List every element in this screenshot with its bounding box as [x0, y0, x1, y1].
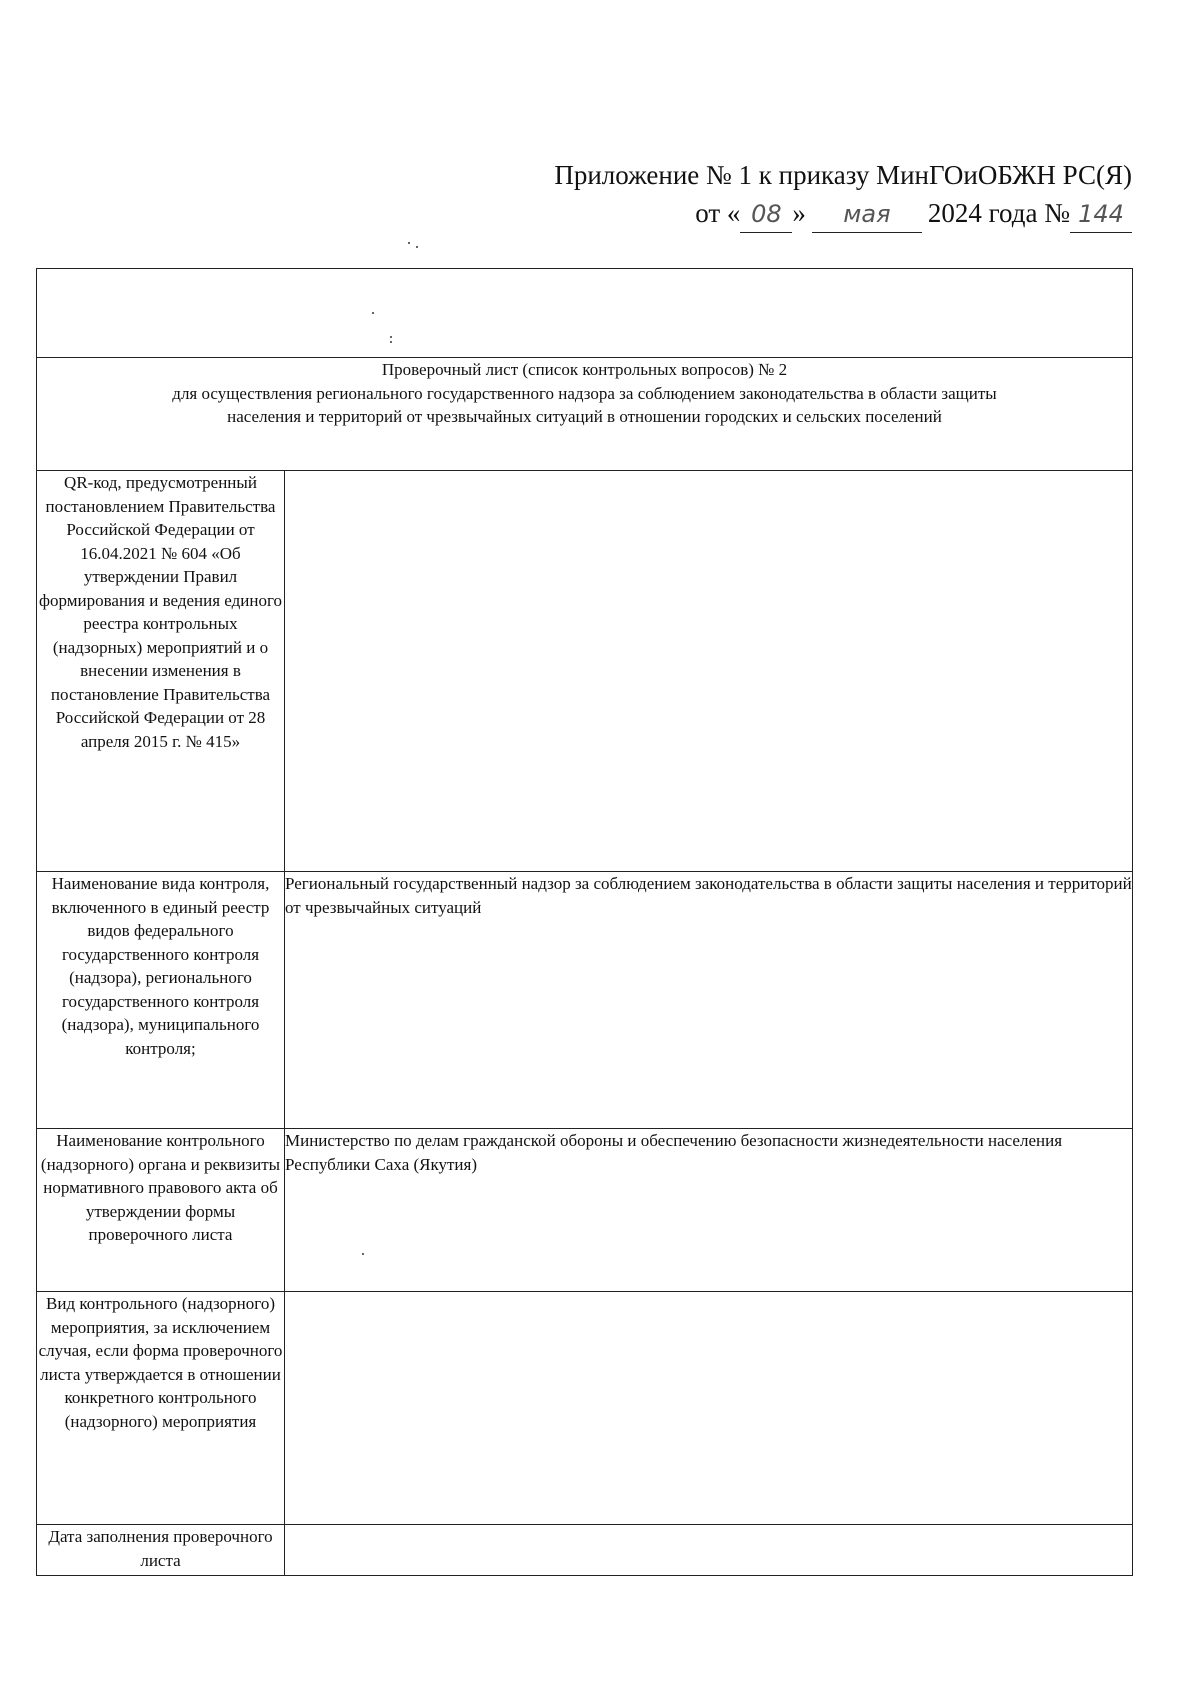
handwritten-day: 08	[740, 196, 792, 233]
checklist-subtitle-line2: населения и территорий от чрезвычайных ситуаций в отношении городских и сельских поселений	[227, 407, 942, 426]
scan-speck	[416, 246, 418, 248]
checklist-subtitle-line1: для осуществления регионального государственного надзора за соблюдением законодательства в области защиты	[172, 383, 997, 403]
table-row	[37, 471, 1133, 872]
appendix-title: Приложение № 1 к приказу МинГОиОБЖН РС(Я)	[554, 160, 1132, 190]
row-label-event-type: Вид контрольного (надзорного) мероприятия, за исключением случая, если форма проверочного листа утверждается в отношении конкретного контрольного (надзорного) мероприятия	[37, 1292, 285, 1525]
table-row	[37, 1525, 1133, 1576]
appendix-header	[554, 157, 1132, 233]
handwritten-order-number: 144	[1070, 196, 1132, 233]
row-value-qr-code	[285, 471, 1133, 872]
row-label-fill-date: Дата заполнения проверочного листа	[37, 1525, 285, 1576]
row-label-qr-code: QR-код, предусмотренный постановлением Правительства Российской Федерации от 16.04.2021 № 604 «Об утверждении Правил формирования и ведения единого реестра контрольных (надзорных) мероприятий и о внесении изменения в постановление Правительства Российской Федерации от 28 апреля 2015 г. № 415»	[37, 471, 285, 872]
row-label-authority: Наименование контрольного (надзорного) органа и реквизиты нормативного правового акта об утверждении формы проверочного листа	[37, 1129, 285, 1292]
handwritten-month: мая	[812, 196, 922, 233]
row-value-event-type	[285, 1292, 1133, 1525]
table-row	[37, 1292, 1133, 1525]
checklist-table	[36, 268, 1133, 1576]
checklist-title: Проверочный лист (список контрольных вопросов) № 2	[381, 360, 788, 379]
order-date-line	[554, 195, 1132, 233]
table-row	[37, 872, 1133, 1129]
year-text: 2024 года №	[927, 198, 1070, 228]
row-value-authority: Министерство по делам гражданской обороны и обеспечению безопасности жизнедеятельности населения Республики Саха (Якутия)	[285, 1129, 1133, 1292]
scan-speck	[408, 242, 410, 244]
date-prefix: от «	[695, 198, 741, 228]
checklist-title-cell	[37, 358, 1133, 471]
blank-header-cell	[37, 269, 1133, 358]
row-value-control-type: Региональный государственный надзор за соблюдением законодательства в области защиты населения и территорий от чрезвычайных ситуаций	[285, 872, 1133, 1129]
table-row	[37, 1129, 1133, 1292]
row-value-fill-date	[285, 1525, 1133, 1576]
date-quote-close: »	[792, 198, 806, 228]
row-label-control-type: Наименование вида контроля, включенного в единый реестр видов федерального государственного контроля (надзора), регионального государственного контроля (надзора), муниципального контроля;	[37, 872, 285, 1129]
